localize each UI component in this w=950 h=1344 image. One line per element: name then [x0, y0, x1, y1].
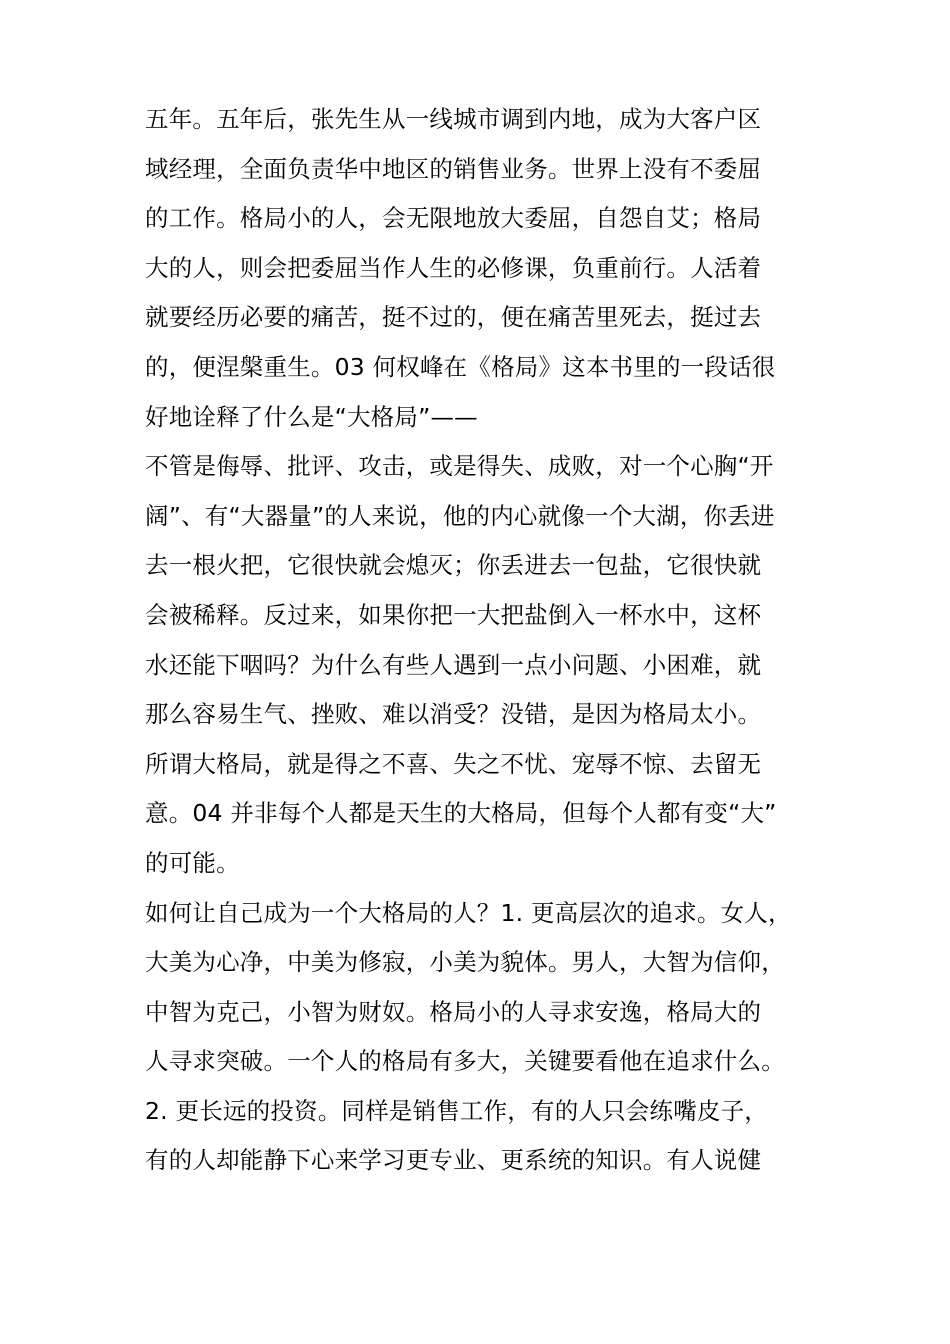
text-line: 会被稀释。反过来，如果你把一大把盐倒入一杯水中，这杯 — [145, 600, 762, 629]
text-line: 如何让自己成为一个大格局的人？1. 更高层次的追求。女人， — [145, 898, 792, 927]
text-line: 就要经历必要的痛苦，挺不过的，便在痛苦里死去，挺过去 — [145, 303, 762, 332]
text-line: 有的人却能静下心来学习更专业、更系统的知识。有人说健 — [145, 1146, 762, 1175]
text-line: 大的人，则会把委屈当作人生的必修课，负重前行。人活着 — [145, 253, 762, 282]
text-line: 去一根火把，它很快就会熄灭；你丢进去一包盐，它很快就 — [145, 551, 762, 580]
text-line: 那么容易生气、挫败、难以消受？没错，是因为格局太小。 — [145, 700, 762, 729]
text-line: 的可能。 — [145, 848, 240, 877]
text-line: 水还能下咽吗？为什么有些人遇到一点小问题、小困难，就 — [145, 650, 762, 679]
text-line: 不管是侮辱、批评、攻击，或是得失、成败，对一个心胸“开 — [145, 452, 774, 481]
text-line: 人寻求突破。一个人的格局有多大，关键要看他在追求什么。 — [145, 1047, 785, 1076]
text-line: 中智为克己，小智为财奴。格局小的人寻求安逸，格局大的 — [145, 997, 762, 1026]
text-line: 阔”、有“大器量”的人来说，他的内心就像一个大湖，你丢进 — [145, 501, 775, 530]
text-line: 五年。五年后，张先生从一线城市调到内地，成为大客户区 — [145, 105, 762, 133]
text-line: 大美为心净，中美为修寂，小美为貌体。男人，大智为信仰， — [145, 948, 785, 977]
text-line: 域经理，全面负责华中地区的销售业务。世界上没有不委屈 — [145, 154, 762, 183]
text-line: 2. 更长远的投资。同样是销售工作，有的人只会练嘴皮子， — [145, 1096, 768, 1125]
text-line: 所谓大格局，就是得之不喜、失之不忧、宠辱不惊、去留无 — [145, 749, 762, 778]
text-line: 的工作。格局小的人，会无限地放大委屈，自怨自艾；格局 — [145, 204, 762, 233]
body-text — [145, 95, 825, 1186]
text-line: 意。04 并非每个人都是天生的大格局，但每个人都有变“大” — [145, 799, 777, 828]
text-line: 的，便涅槃重生。03 何权峰在《格局》这本书里的一段话很 — [145, 352, 776, 381]
text-line: 好地诠释了什么是“大格局”—— — [145, 402, 478, 431]
